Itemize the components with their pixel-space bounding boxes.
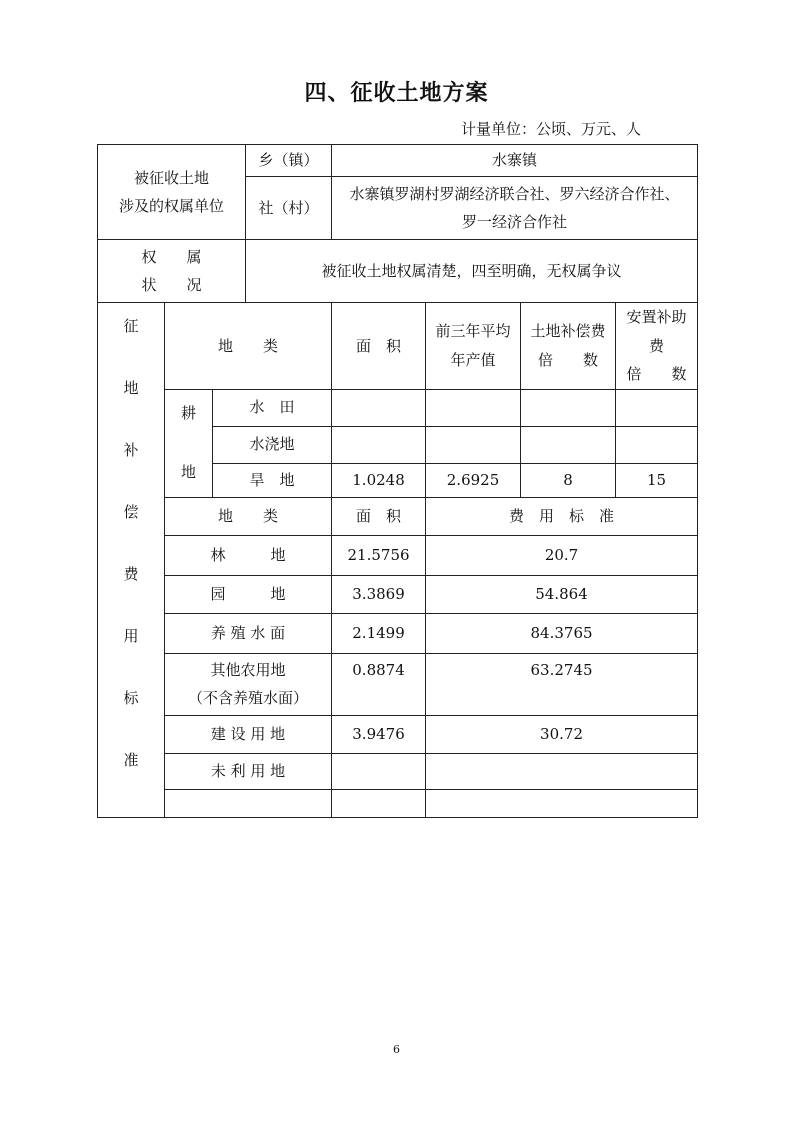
arable-comp xyxy=(521,426,616,463)
table-row xyxy=(98,789,698,817)
page-title: 四、征收土地方案 xyxy=(304,81,489,106)
arable-avg: 2.6925 xyxy=(426,463,521,497)
status-value: 被征收土地权属清楚，四至明确，无权属争议 xyxy=(246,240,698,303)
status-label-cell xyxy=(98,240,246,303)
header-avg-line2: 年产值 xyxy=(450,350,496,369)
side-label-char: 准 xyxy=(123,750,139,769)
header-avg-line1: 前三年平均 xyxy=(435,322,511,341)
land-area: 2.1499 xyxy=(332,613,426,653)
land-area xyxy=(332,753,426,789)
header-resettle-line2: 倍 数 xyxy=(626,365,687,383)
header-land-type: 地 类 xyxy=(165,303,332,390)
table-row xyxy=(98,535,698,575)
header-land-comp xyxy=(521,303,616,390)
land-area: 21.5756 xyxy=(332,535,426,575)
land-name: 园 地 xyxy=(165,575,332,613)
township-label: 乡（镇） xyxy=(246,145,332,177)
land-name: 养 殖 水 面 xyxy=(165,613,332,653)
land-standard: 54.864 xyxy=(426,575,698,613)
arable-resettle xyxy=(616,389,698,426)
unit-label: 计量单位：公顷、万元、人 xyxy=(460,120,641,138)
header-resettle-line1: 安置补助费 xyxy=(626,308,687,355)
arable-area: 1.0248 xyxy=(332,463,426,497)
table-row xyxy=(98,715,698,753)
table-row xyxy=(98,497,698,535)
township-value: 水寨镇 xyxy=(332,145,698,177)
table-row xyxy=(98,653,698,715)
land-standard: 20.7 xyxy=(426,535,698,575)
side-label-char: 地 xyxy=(123,378,139,397)
arable-label-char: 耕 xyxy=(180,404,196,422)
arable-name: 水 田 xyxy=(213,389,332,426)
arable-avg xyxy=(426,426,521,463)
village-value-line1: 水寨镇罗湖村罗湖经济联合社、罗六经济合作社、 xyxy=(349,184,680,203)
header2-land-type: 地 类 xyxy=(165,497,332,535)
header-comp-line1: 土地补偿费 xyxy=(530,322,606,341)
empty-cell xyxy=(426,789,698,817)
side-label-char: 补 xyxy=(123,440,139,459)
land-area: 0.8874 xyxy=(332,653,426,715)
table-row xyxy=(98,613,698,653)
arable-comp xyxy=(521,389,616,426)
arable-name: 旱 地 xyxy=(213,463,332,497)
arable-label-char: 地 xyxy=(180,463,196,481)
arable-comp: 8 xyxy=(521,463,616,497)
arable-label-cell xyxy=(165,389,213,497)
side-label-char: 费 xyxy=(123,564,139,583)
ownership-label-line1: 被征收土地 xyxy=(134,168,210,187)
land-name-line2: （不含养殖水面） xyxy=(188,689,309,707)
arable-area xyxy=(332,426,426,463)
header2-area: 面 积 xyxy=(332,497,426,535)
arable-resettle: 15 xyxy=(616,463,698,497)
header-comp-line2: 倍 数 xyxy=(538,350,599,369)
ownership-label-line2: 涉及的权属单位 xyxy=(119,197,225,215)
side-label-char: 偿 xyxy=(123,502,139,521)
arable-name: 水浇地 xyxy=(213,426,332,463)
table-row xyxy=(98,240,698,303)
header-avg-output xyxy=(426,303,521,390)
compensation-side-label xyxy=(98,303,165,818)
table-row xyxy=(98,753,698,789)
land-acquisition-table xyxy=(97,144,698,818)
table-row xyxy=(98,389,698,426)
village-label: 社（村） xyxy=(246,177,332,240)
status-label-line2: 状 况 xyxy=(141,276,202,294)
arable-area xyxy=(332,389,426,426)
page-number: 6 xyxy=(393,1043,400,1056)
village-value-line2: 罗一经济合作社 xyxy=(462,213,568,231)
table-row xyxy=(98,145,698,177)
land-name: 建 设 用 地 xyxy=(165,715,332,753)
side-label-stack xyxy=(102,312,160,808)
arable-resettle xyxy=(616,426,698,463)
header-resettle xyxy=(616,303,698,390)
empty-cell xyxy=(332,789,426,817)
table-row xyxy=(98,575,698,613)
header2-standard: 费 用 标 准 xyxy=(426,497,698,535)
land-standard: 30.72 xyxy=(426,715,698,753)
header-area: 面 积 xyxy=(332,303,426,390)
village-value-cell xyxy=(332,177,698,240)
status-label-line1: 权 属 xyxy=(141,247,202,266)
table-row xyxy=(98,303,698,390)
ownership-label-cell xyxy=(98,145,246,240)
arable-avg xyxy=(426,389,521,426)
empty-cell xyxy=(165,789,332,817)
land-name-line1: 其他农用地 xyxy=(210,660,286,679)
land-name: 林 地 xyxy=(165,535,332,575)
land-area: 3.3869 xyxy=(332,575,426,613)
land-area: 3.9476 xyxy=(332,715,426,753)
land-standard: 84.3765 xyxy=(426,613,698,653)
side-label-char: 用 xyxy=(123,626,139,645)
side-label-char: 征 xyxy=(123,316,139,335)
land-standard: 63.2745 xyxy=(426,653,698,715)
land-name: 未 利 用 地 xyxy=(165,753,332,789)
side-label-char: 标 xyxy=(123,688,139,707)
land-standard xyxy=(426,753,698,789)
land-name-cell xyxy=(165,653,332,715)
